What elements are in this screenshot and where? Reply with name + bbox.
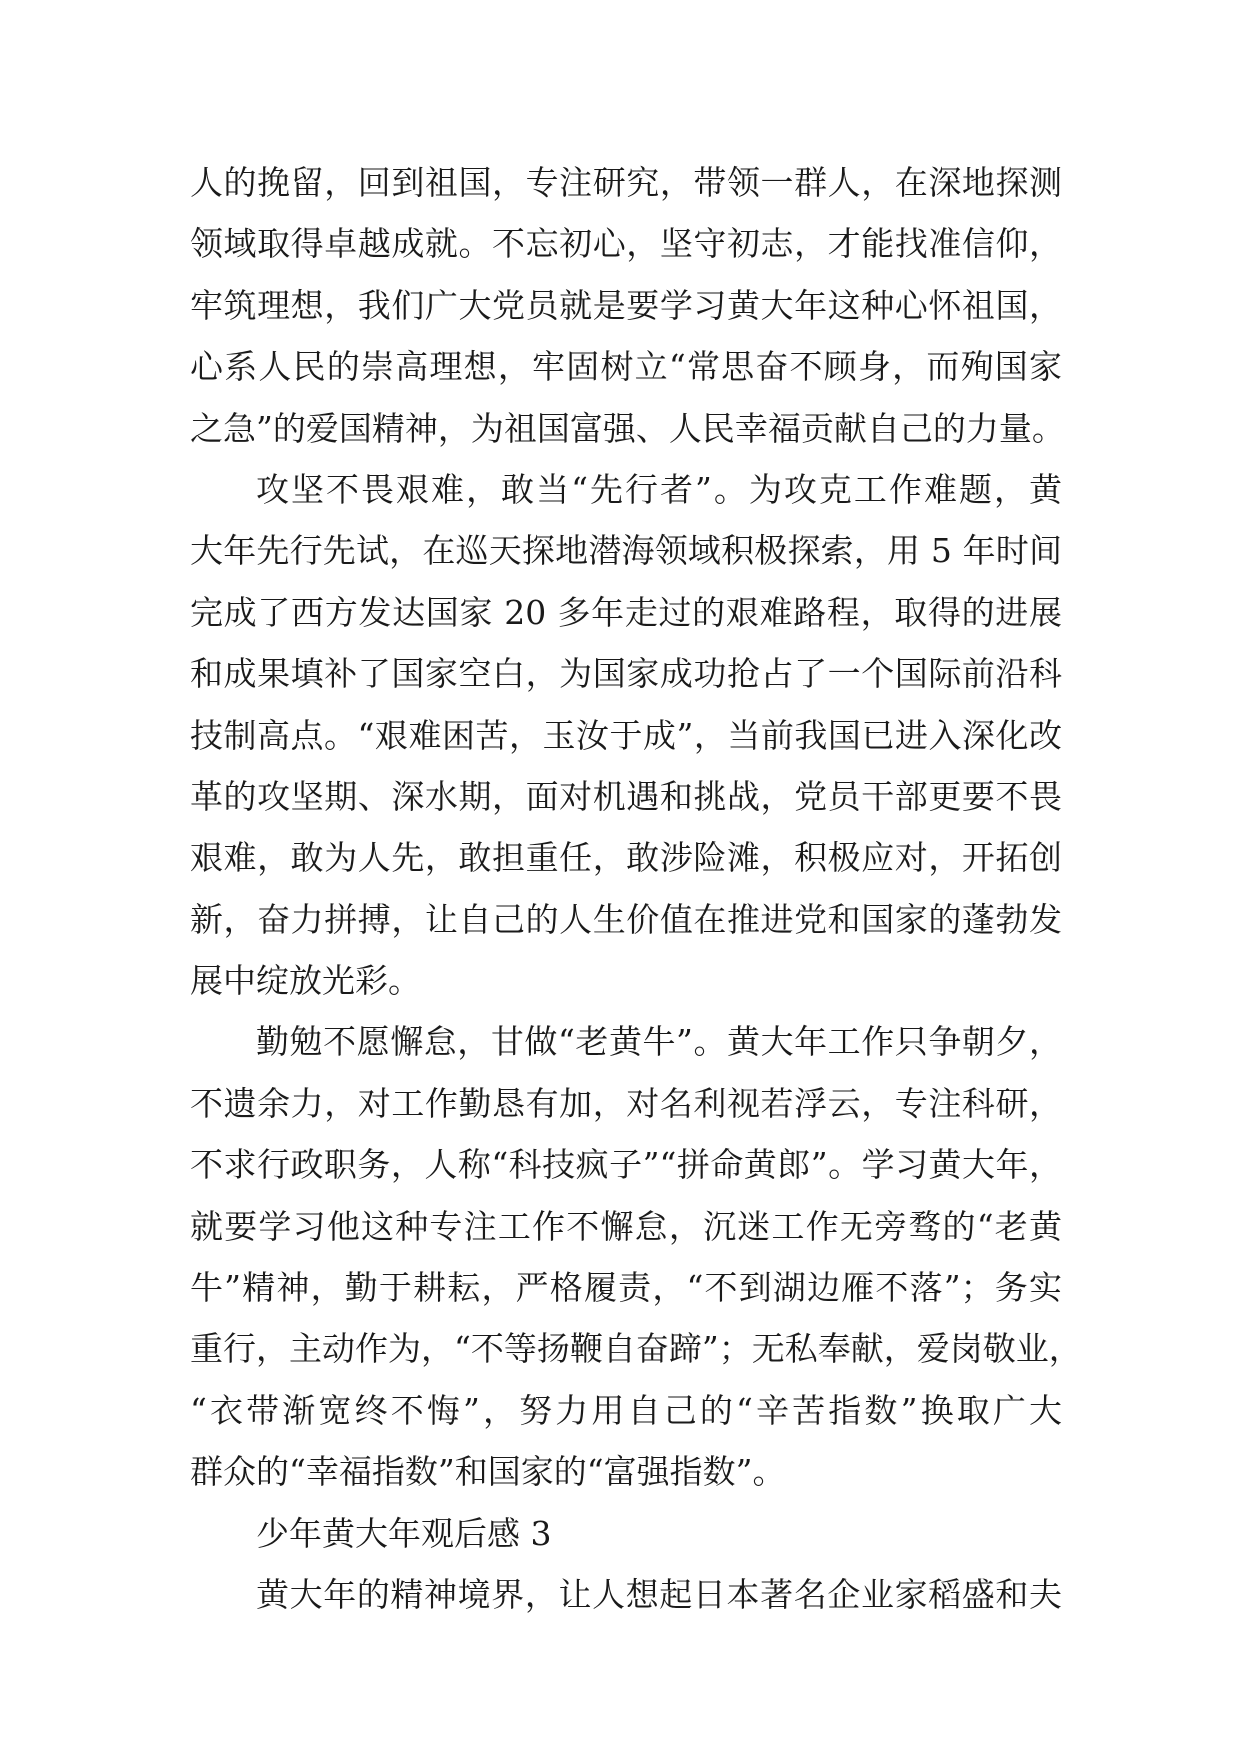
- text-line: “衣带渐宽终不悔”，努力用自己的“辛苦指数”换取广大: [190, 1390, 1062, 1430]
- section-heading: 少年黄大年观后感 3: [256, 1513, 552, 1553]
- text-line: 和成果填补了国家空白，为国家成功抢占了一个国际前沿科: [190, 654, 1062, 694]
- text-line: 大年先行先试，在巡天探地潜海领域积极探索，用 5 年时间: [190, 531, 1062, 571]
- text-line: 重行，主动作为，“不等扬鞭自奋蹄”；无私奉献，爱岗敬业，: [190, 1329, 1082, 1369]
- text-line: 展中绽放光彩。: [190, 961, 421, 1001]
- paragraph: [190, 459, 1062, 1012]
- text-line: 新，奋力拼搏，让自己的人生价值在推进党和国家的蓬勃发: [190, 899, 1062, 939]
- paragraph: [190, 152, 1065, 459]
- text-line: 之急”的爱国精神，为祖国富强、人民幸福贡献自己的力量。: [190, 408, 1065, 448]
- text-line: 领域取得卓越成就。不忘初心，坚守初志，才能找准信仰，: [190, 224, 1062, 264]
- text-line: 牢筑理想，我们广大党员就是要学习黄大年这种心怀祖国，: [190, 285, 1062, 325]
- text-line: 完成了西方发达国家 20 多年走过的艰难路程，取得的进展: [190, 592, 1062, 632]
- text-line: 技制高点。“艰难困苦，玉汝于成”，当前我国已进入深化改: [190, 715, 1062, 755]
- text-line: 人的挽留，回到祖国，专注研究，带领一群人，在深地探测: [190, 163, 1062, 202]
- text-line: 群众的“幸福指数”和国家的“富强指数”。: [190, 1452, 786, 1492]
- text-line: 黄大年的精神境界，让人想起日本著名企业家稻盛和夫: [256, 1574, 1062, 1614]
- text-line: 牛”精神，勤于耕耘，严格履责，“不到湖边雁不落”；务实: [190, 1268, 1062, 1308]
- text-line: 攻坚不畏艰难，敢当“先行者”。为攻克工作难题，黄: [256, 469, 1062, 509]
- text-line: 不求行政职务，人称“科技疯子”“拼命黄郎”。学习黄大年，: [190, 1145, 1062, 1185]
- paragraph: [190, 1564, 1062, 1625]
- document-page: [190, 152, 1082, 1625]
- text-line: 勤勉不愿懈怠，甘做“老黄牛”。黄大年工作只争朝夕，: [256, 1022, 1062, 1062]
- text-line: 就要学习他这种专注工作不懈怠，沉迷工作无旁骛的“老黄: [190, 1206, 1062, 1246]
- text-line: 革的攻坚期、深水期，面对机遇和挑战，党员干部更要不畏: [190, 776, 1062, 816]
- text-line: 艰难，敢为人先，敢担重任，敢涉险滩，积极应对，开拓创: [190, 838, 1062, 878]
- paragraph: [190, 1011, 1082, 1502]
- text-line: 心系人民的崇高理想，牢固树立“常思奋不顾身，而殉国家: [190, 347, 1062, 387]
- text-line: 不遗余力，对工作勤恳有加，对名利视若浮云，专注科研，: [190, 1083, 1062, 1123]
